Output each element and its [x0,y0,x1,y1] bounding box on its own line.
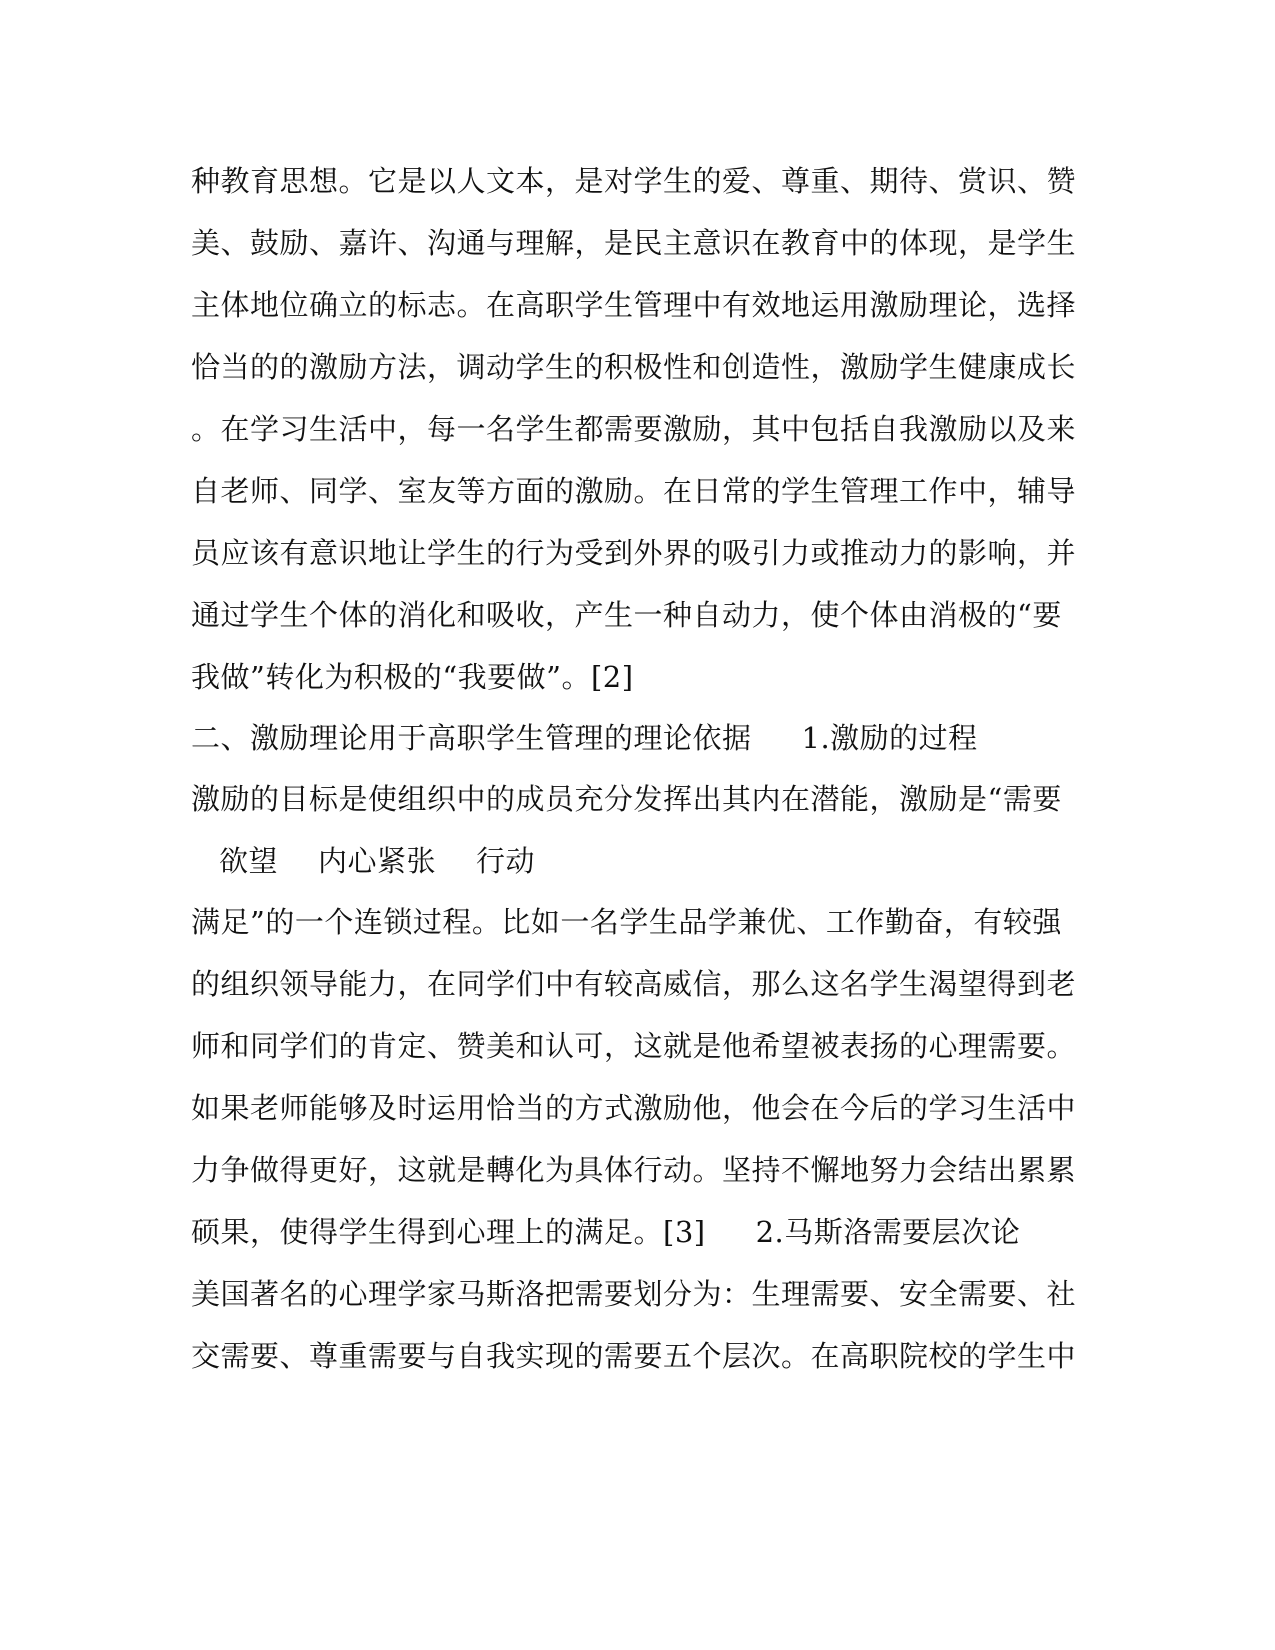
chain-step: 欲望 [219,844,279,878]
paragraph-line: 美、鼓励、嘉许、沟通与理解，是民主意识在教育中的体现，是学生 [191,226,1077,260]
paragraph-line: 的组织领导能力，在同学们中有较高威信，那么这名学生渴望得到老 [191,967,1077,1001]
paragraph-line [191,1214,1020,1250]
paragraph-line: 满足”的一个连锁过程。比如一名学生品学兼优、工作勤奋，有较强 [191,905,1062,939]
paragraph-line: 交需要、尊重需要与自我实现的需要五个层次。在高职院校的学生中 [191,1339,1077,1373]
paragraph-line: 主体地位确立的标志。在高职学生管理中有效地运用激励理论，选择 [191,288,1077,322]
chain-step: 内心紧张 [318,844,437,878]
paragraph-line: 种教育思想。它是以人文本，是对学生的爱、尊重、期待、赏识、赞 [191,164,1077,198]
paragraph-line: 如果老师能够及时运用恰当的方式激励他，他会在今后的学习生活中 [191,1091,1077,1125]
paragraph-line: 恰当的的激励方法，调动学生的积极性和创造性，激励学生健康成长 [191,350,1077,384]
paragraph-line: 。在学习生活中，每一名学生都需要激励，其中包括自我激励以及来 [191,412,1077,446]
subsection-heading: 1.激励的过程 [801,721,978,755]
chain-step: 行动 [476,844,536,878]
section-heading: 二、激励理论用于高职学生管理的理论依据 [191,721,752,755]
paragraph-line: 力争做得更好，这就是轉化为具体行动。坚持不懈地努力会结出累累 [191,1153,1077,1187]
process-chain [191,843,535,879]
paragraph-line: 激励的目标是使组织中的成员充分发挥出其内在潜能，激励是“需要 [191,782,1062,816]
subsection-heading: 2.马斯洛需要层次论 [755,1215,1021,1249]
paragraph-text: 硕果，使得学生得到心理上的满足。[3] [191,1215,706,1249]
paragraph-line: 我做”转化为积极的“我要做”。[2] [191,660,634,694]
paragraph-line: 师和同学们的肯定、赞美和认可，这就是他希望被表扬的心理需要。 [191,1029,1077,1063]
paragraph-line: 自老师、同学、室友等方面的激励。在日常的学生管理工作中，辅导 [191,474,1077,508]
paragraph-line: 通过学生个体的消化和吸收，产生一种自动力，使个体由消极的“要 [191,598,1062,632]
section-heading-line [191,720,978,756]
paragraph-line: 美国著名的心理学家马斯洛把需要划分为：生理需要、安全需要、社 [191,1277,1077,1311]
paragraph-line: 员应该有意识地让学生的行为受到外界的吸引力或推动力的影响，并 [191,536,1077,570]
